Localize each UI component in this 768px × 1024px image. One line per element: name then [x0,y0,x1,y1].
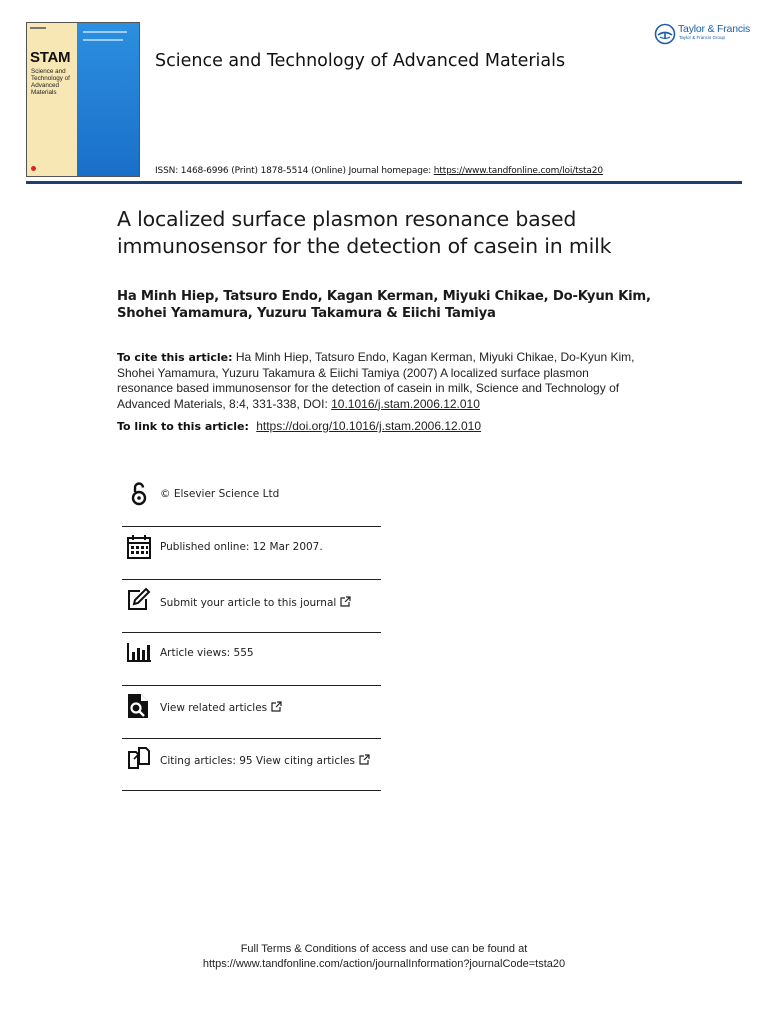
article-authors: Ha Minh Hiep, Tatsuro Endo, Kagan Kerman, Miyuki Chikae, Do-Kyun Kim, Shohei Yamamura, Yuzuru Takamura & Eiichi Tamiya [117,289,651,321]
journal-cover-image [26,22,140,177]
copyright-item [122,474,381,527]
article-views-text: Article views: 555 [160,647,254,659]
open-access-icon [126,481,152,507]
bar-chart-icon [126,640,152,666]
journal-title: Science and Technology of Advanced Materials [155,51,566,71]
cite-text: Ha Minh Hiep, Tatsuro Endo, Kagan Kerman, Miyuki Chikae, Do-Kyun Kim, Shohei Yamamura, Yuzuru Takamura & Eiichi Tamiya (2007) A localized surface plasmon resonance based immunosensor for the detection of casein in milk, Science and Technology of Advanced Materials, 8:4, 331-338, DOI: [117,350,635,411]
submit-article-link[interactable] [160,596,351,609]
info-divider [122,790,381,791]
journal-homepage-link[interactable]: https://www.tandfonline.com/loi/tsta20 [433,166,603,176]
article-title: A localized surface plasmon resonance based immunosensor for the detection of casein in milk [117,207,612,258]
related-articles-label: View related articles [160,702,268,714]
external-link-icon [271,701,282,712]
link-label: To link to this article: [117,420,249,433]
article-views-item [122,633,381,686]
search-document-icon [126,693,152,719]
cite-doi-link[interactable]: 10.1016/j.stam.2006.12.010 [331,396,480,411]
issn-text: ISSN: 1468-6996 (Print) 1878-5514 (Online) Journal homepage: [155,166,432,176]
related-articles-item[interactable] [122,686,381,739]
issn-line [155,166,603,176]
published-text: Published online: 12 Mar 2007. [160,541,323,553]
taylor-francis-logo-icon [654,23,676,45]
footer-terms-link[interactable]: https://www.tandfonline.com/action/journalInformation?journalCode=tsta20 [202,958,566,970]
cite-label: To cite this article: [117,351,233,364]
external-link-icon [359,754,370,765]
submit-article-label: Submit your article to this journal [160,597,337,609]
publisher-name: Taylor & Francis [678,23,751,35]
publisher-logo[interactable] [654,22,751,46]
citing-articles-icon [126,746,152,772]
publisher-group: Taylor & Francis Group [679,35,726,40]
published-item [122,527,381,580]
calendar-icon [126,534,152,560]
citing-articles-link[interactable] [160,754,370,767]
cover-acronym: STAM [30,49,71,66]
edit-icon [126,587,152,613]
copyright-text: © Elsevier Science Ltd [160,488,280,500]
citation-block [117,350,637,412]
header-divider [26,181,742,184]
citing-articles-item[interactable] [122,739,381,792]
footer-line-1: Full Terms & Conditions of access and use can be found at [240,943,528,955]
article-link-line [117,419,677,433]
external-link-icon [340,596,351,607]
article-doi-link[interactable]: https://doi.org/10.1016/j.stam.2006.12.010 [256,419,482,433]
cover-subtitle: Science and Technology of Advanced Materials [31,68,70,96]
related-articles-link[interactable] [160,701,282,714]
terms-footer [0,942,768,972]
submit-article-item[interactable] [122,580,381,633]
citing-articles-label: Citing articles: 95 View citing articles [160,755,355,767]
